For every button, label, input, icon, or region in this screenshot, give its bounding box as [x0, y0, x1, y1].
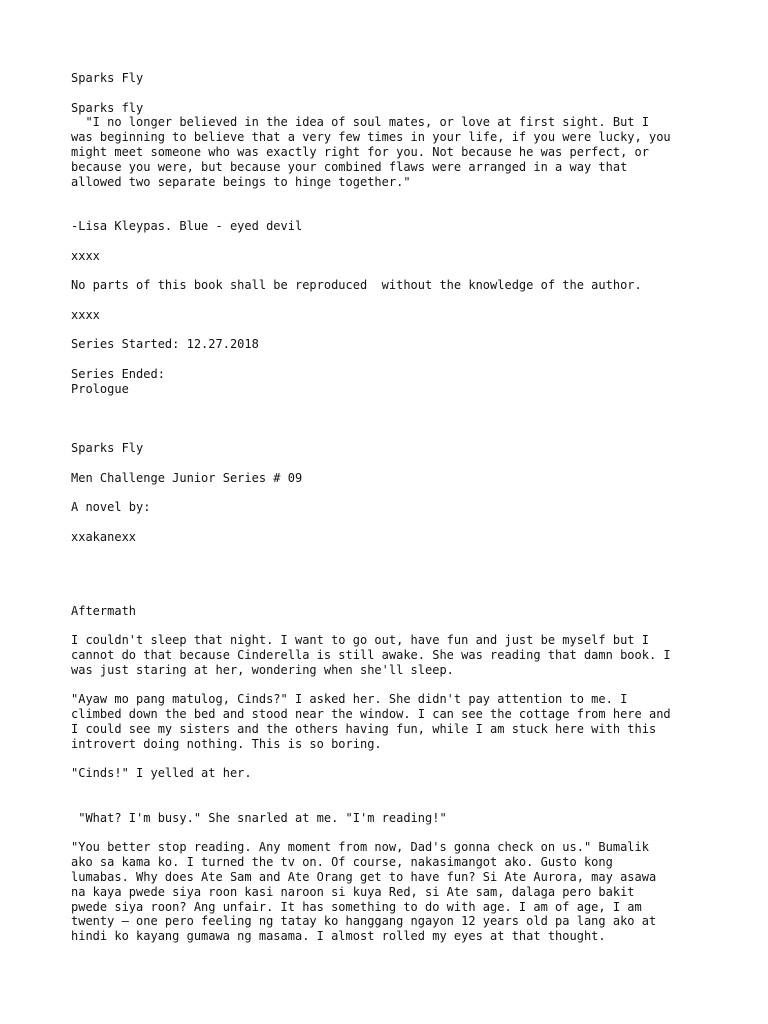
quote-line: "I no longer believed in the idea of soul mates, or love at first sight. But I [71, 115, 649, 130]
spacer [71, 352, 711, 367]
paragraph [71, 840, 711, 944]
spacer [71, 397, 711, 441]
epigraph-quote [71, 115, 711, 189]
quote-attribution: -Lisa Kleypas. Blue - eyed devil [71, 218, 303, 233]
document-page [71, 71, 711, 944]
spacer [71, 781, 711, 811]
paragraph-line: "What? I'm busy." She snarled at me. "I'm reading!" [71, 810, 447, 825]
spacer [71, 323, 711, 338]
spacer [71, 752, 711, 767]
quote-heading: Sparks fly [71, 100, 144, 115]
paragraph-line: "Ayaw mo pang matulog, Cinds?" I asked her. She didn't pay attention to me. I [71, 692, 628, 707]
series-name: Men Challenge Junior Series # 09 [71, 470, 303, 485]
separator: xxxx [71, 307, 100, 322]
series-started: Series Started: 12.27.2018 [71, 337, 259, 352]
paragraph-line: "You better stop reading. Any moment from now, Dad's gonna check on us." Bumalik [71, 840, 649, 855]
paragraph-line: cannot do that because Cinderella is still awake. She was reading that damn book. I [71, 648, 671, 663]
spacer [71, 515, 711, 530]
separator: xxxx [71, 248, 100, 263]
spacer [71, 86, 711, 101]
novel-by: A novel by: [71, 500, 151, 515]
paragraph [71, 633, 711, 677]
paragraph [71, 811, 711, 826]
paragraph-line: was just staring at her, wondering when she'll sleep. [71, 662, 454, 677]
paragraph-line: lumabas. Why does Ate Sam and Ate Orang get to have fun? Si Ate Aurora, may asawa [71, 870, 657, 885]
spacer [71, 456, 711, 471]
paragraph-line: "Cinds!" I yelled at her. [71, 766, 252, 781]
paragraph-line: pwede siya roon? Ang unfair. It has something to do with age. I am of age, I am [71, 899, 642, 914]
spacer [71, 545, 711, 604]
document-title: Sparks Fly [71, 71, 144, 85]
quote-line: because you were, but because your combined flaws were arranged in a way that [71, 159, 628, 174]
spacer [71, 485, 711, 500]
spacer [71, 263, 711, 278]
spacer [71, 189, 711, 219]
paragraph-line: ako sa kama ko. I turned the tv on. Of course, nakasimangot ako. Gusto kong [71, 855, 613, 870]
spacer [71, 678, 711, 693]
spacer [71, 234, 711, 249]
paragraph-line: hindi ko kayang gumawa ng masama. I almost rolled my eyes at that thought. [71, 929, 606, 944]
series-ended: Series Ended: [71, 366, 165, 381]
paragraph-line: twenty – one pero feeling ng tatay ko hanggang ngayon 12 years old pa lang ako at [71, 914, 657, 929]
quote-line: might meet someone who was exactly right for you. Not because he was perfect, or [71, 144, 649, 159]
paragraph-line: introvert doing nothing. This is so boring. [71, 736, 382, 751]
paragraph-line: climbed down the bed and stood near the window. I can see the cottage from here and [71, 707, 671, 722]
spacer [71, 293, 711, 308]
paragraph [71, 692, 711, 751]
chapter-title: Aftermath [71, 603, 137, 618]
author-name: xxakanexx [71, 529, 137, 544]
quote-line: was beginning to believe that a very few times in your life, if you were lucky, you [71, 130, 671, 145]
book-title: Sparks Fly [71, 440, 144, 455]
paragraph [71, 766, 711, 781]
prologue-label: Prologue [71, 381, 129, 396]
paragraph-line: I couldn't sleep that night. I want to go out, have fun and just be myself but I [71, 633, 649, 648]
copyright-notice: No parts of this book shall be reproduced without the knowledge of the author. [71, 278, 642, 293]
paragraph-line: I could see my sisters and the others having fun, while I am stuck here with this [71, 722, 657, 737]
quote-line: allowed two separate beings to hinge together." [71, 174, 411, 189]
spacer [71, 826, 711, 841]
spacer [71, 618, 711, 633]
paragraph-line: na kaya pwede siya roon kasi naroon si kuya Red, si Ate sam, dalaga pero bakit [71, 884, 635, 899]
